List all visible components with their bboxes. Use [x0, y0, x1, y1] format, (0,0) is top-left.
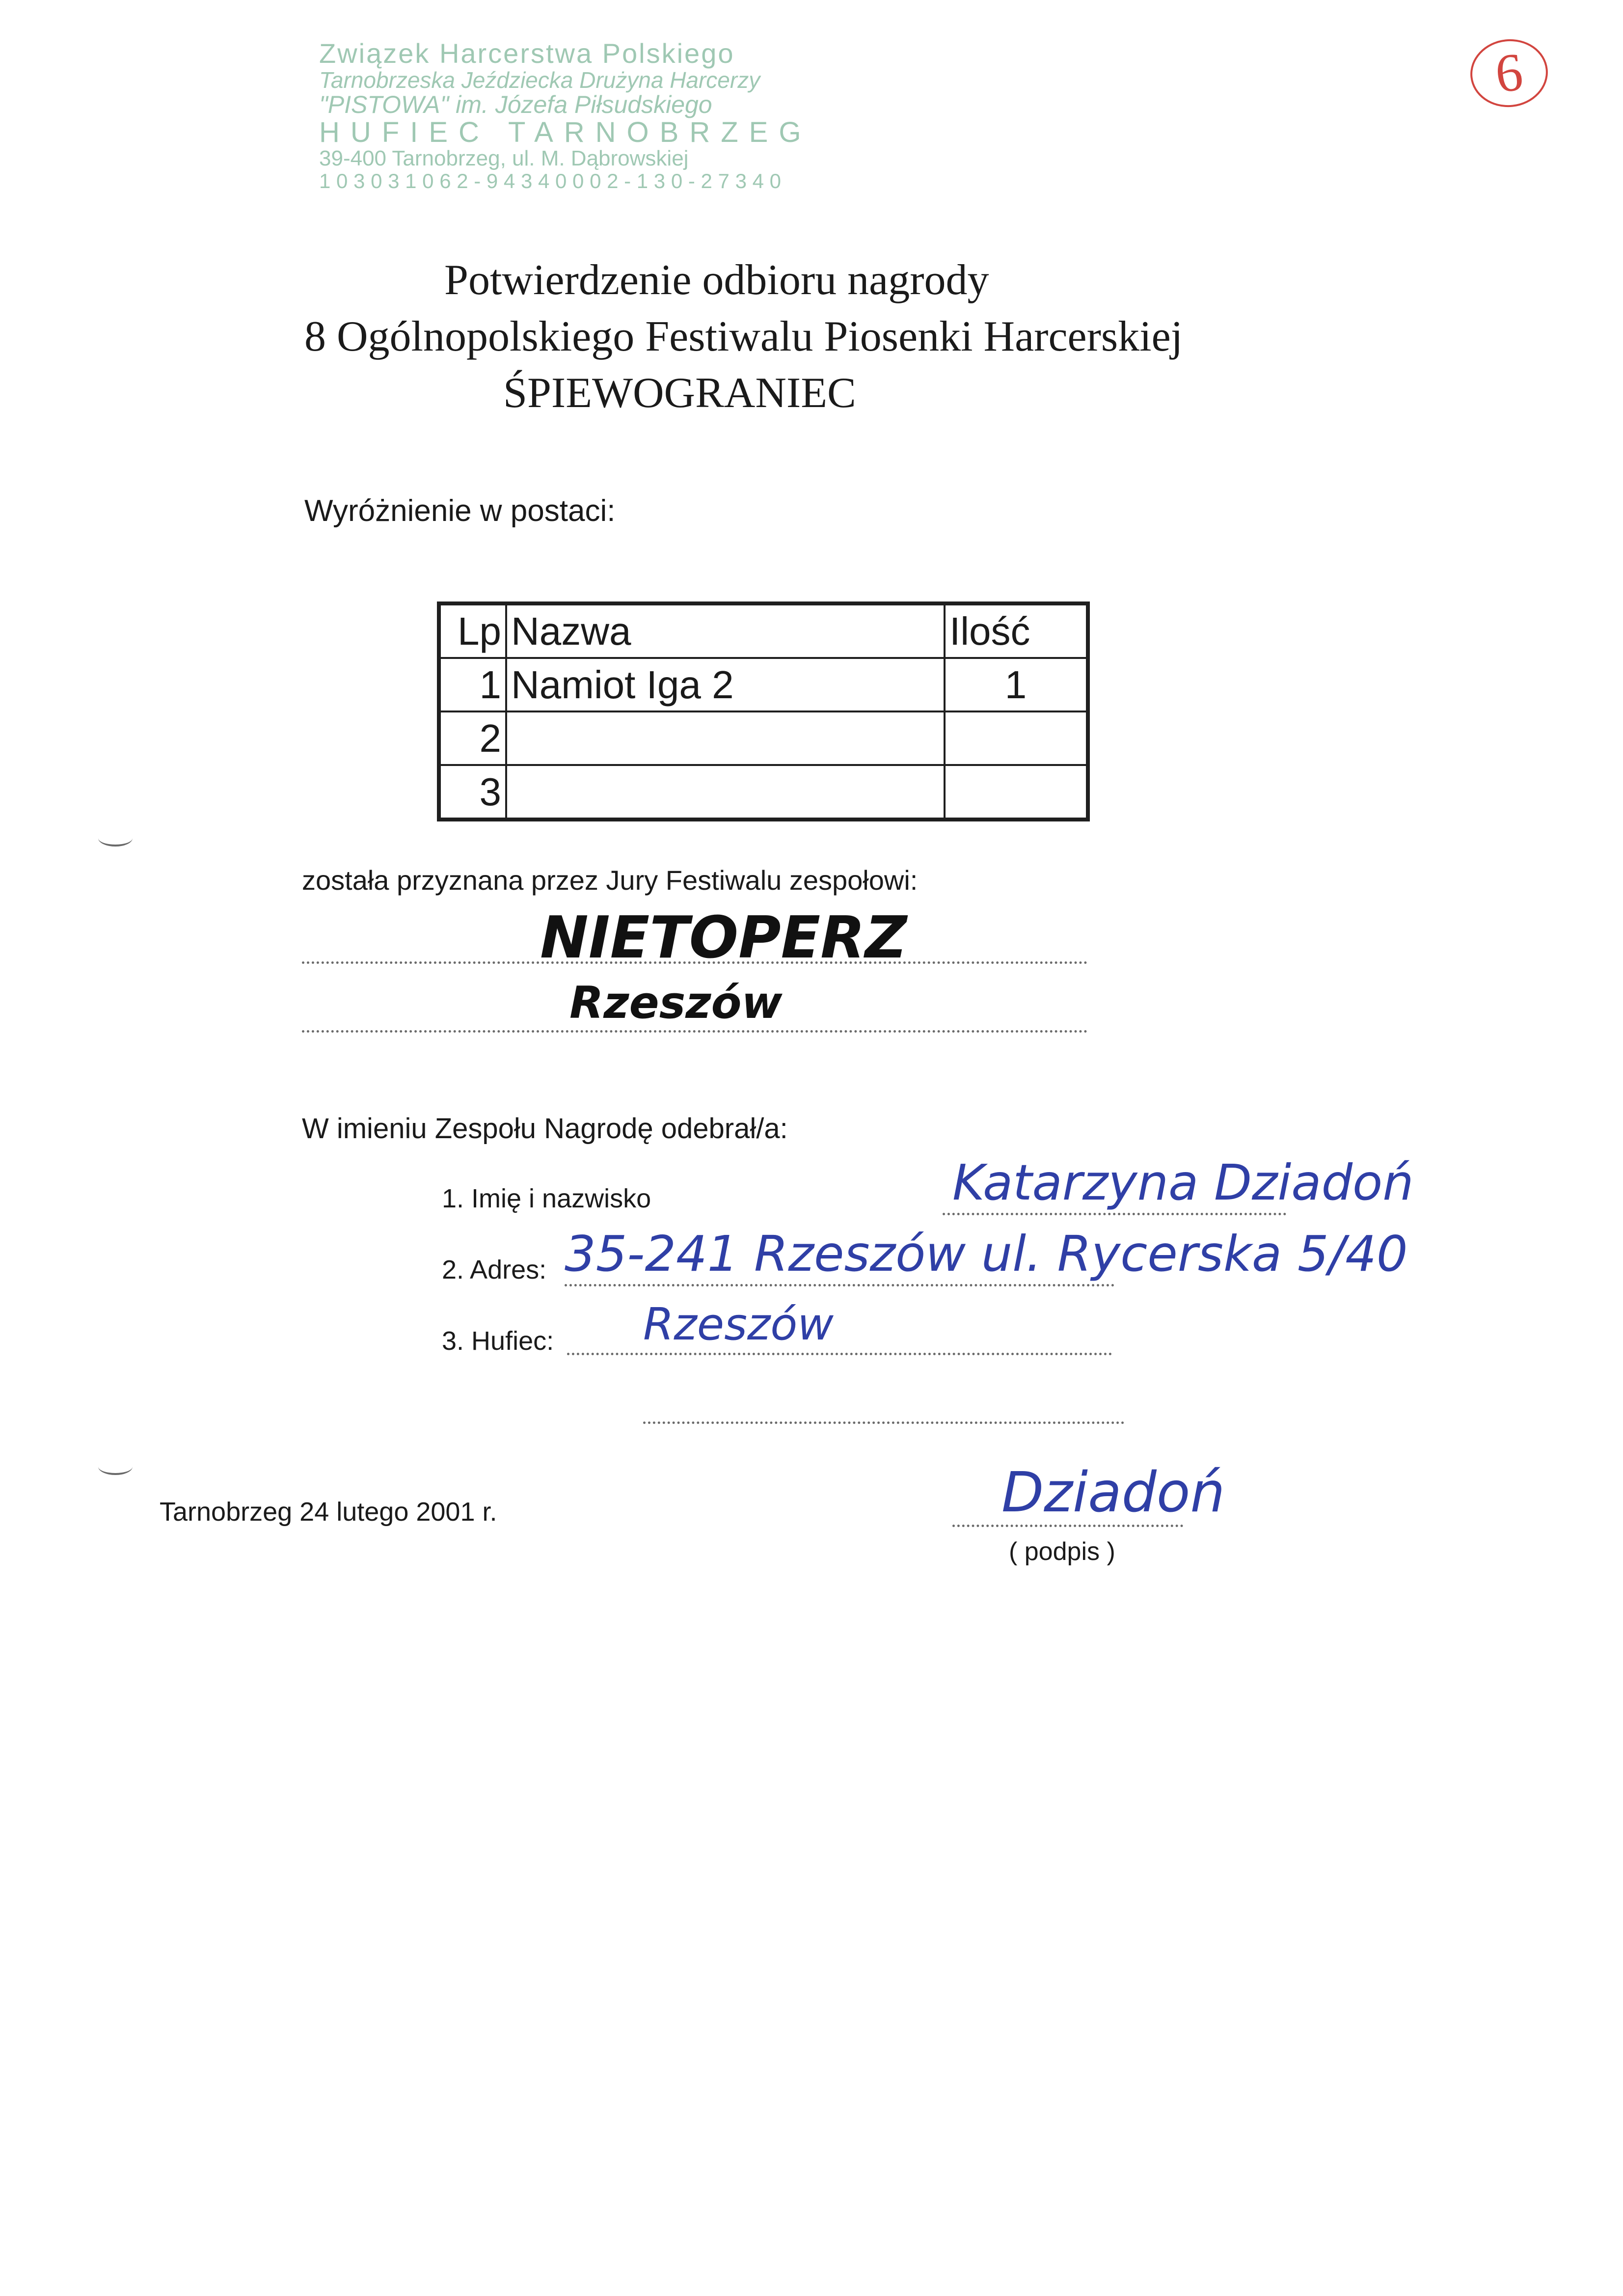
signature-line	[952, 1525, 1183, 1527]
table-row	[439, 711, 1088, 765]
jury-label: została przyznana przez Jury Festiwalu zespołowi:	[302, 865, 918, 896]
stamp-line: 39-400 Tarnobrzeg, ul. M. Dąbrowskiej	[319, 146, 689, 171]
name-label: 1. Imię i nazwisko	[442, 1184, 651, 1213]
cell-lp: 3	[439, 765, 506, 820]
hufiec-handwritten: Rzeszów	[643, 1299, 834, 1350]
hufiec-label: 3. Hufiec:	[442, 1326, 554, 1356]
cell-ilosc: 1	[945, 658, 1088, 711]
stamp-line: Tarnobrzeska Jeździecka Drużyna Harcerzy	[319, 67, 760, 93]
cell-lp: 1	[439, 658, 506, 711]
page-number-circle: 6	[1467, 35, 1551, 111]
header-nazwa: Nazwa	[506, 603, 945, 658]
table-header-row	[439, 603, 1088, 658]
name-line	[943, 1213, 1286, 1215]
place-date: Tarnobrzeg 24 lutego 2001 r.	[160, 1497, 497, 1527]
organization-stamp	[319, 38, 812, 192]
signature-caption: ( podpis )	[1009, 1537, 1115, 1566]
table-row	[439, 658, 1088, 711]
name-handwritten: Katarzyna Dziadoń	[952, 1154, 1414, 1211]
stamp-line: HUFIEC TARNOBRZEG	[319, 116, 812, 148]
cell-nazwa	[506, 765, 945, 820]
header-lp: Lp	[439, 603, 506, 658]
stamp-line: 1 0 3 0 3 1 0 6 2 - 9 4 3 4 0 0 0 2 - 1 3 0 - 2 7 3 4 0	[319, 169, 781, 192]
header-ilosc: Ilość	[945, 603, 1088, 658]
address-line	[565, 1284, 1114, 1286]
award-label: Wyróżnienie w postaci:	[304, 494, 616, 528]
team-line-2	[302, 1030, 1087, 1033]
extra-line	[643, 1421, 1124, 1424]
received-label: W imieniu Zespołu Nagrodę odebrał/a:	[302, 1113, 788, 1145]
team-name-handwritten: NIETOPERZ	[540, 903, 907, 971]
cell-ilosc	[945, 711, 1088, 765]
address-label: 2. Adres:	[442, 1255, 547, 1285]
stamp-line: "PISTOWA" im. Józefa Piłsudskiego	[319, 91, 712, 119]
award-table	[437, 601, 1090, 821]
cell-lp: 2	[439, 711, 506, 765]
binder-hole-mark	[98, 830, 133, 847]
hufiec-line	[567, 1353, 1112, 1355]
document-title: Potwierdzenie odbioru nagrody	[444, 256, 989, 304]
stamp-line: Związek Harcerstwa Polskiego	[319, 38, 735, 69]
cell-nazwa: Namiot Iga 2	[506, 658, 945, 711]
binder-hole-mark	[98, 1458, 133, 1475]
address-handwritten: 35-241 Rzeszów ul. Rycerska 5/40	[565, 1225, 1408, 1283]
team-city-handwritten: Rzeszów	[569, 977, 783, 1029]
festival-subtitle: ŚPIEWOGRANIEC	[503, 369, 856, 417]
signature-handwritten: Dziadoń	[1001, 1461, 1225, 1525]
festival-name: 8 Ogólnopolskiego Festiwalu Piosenki Harcerskiej	[304, 313, 1183, 360]
cell-ilosc	[945, 765, 1088, 820]
table-row	[439, 765, 1088, 820]
cell-nazwa	[506, 711, 945, 765]
